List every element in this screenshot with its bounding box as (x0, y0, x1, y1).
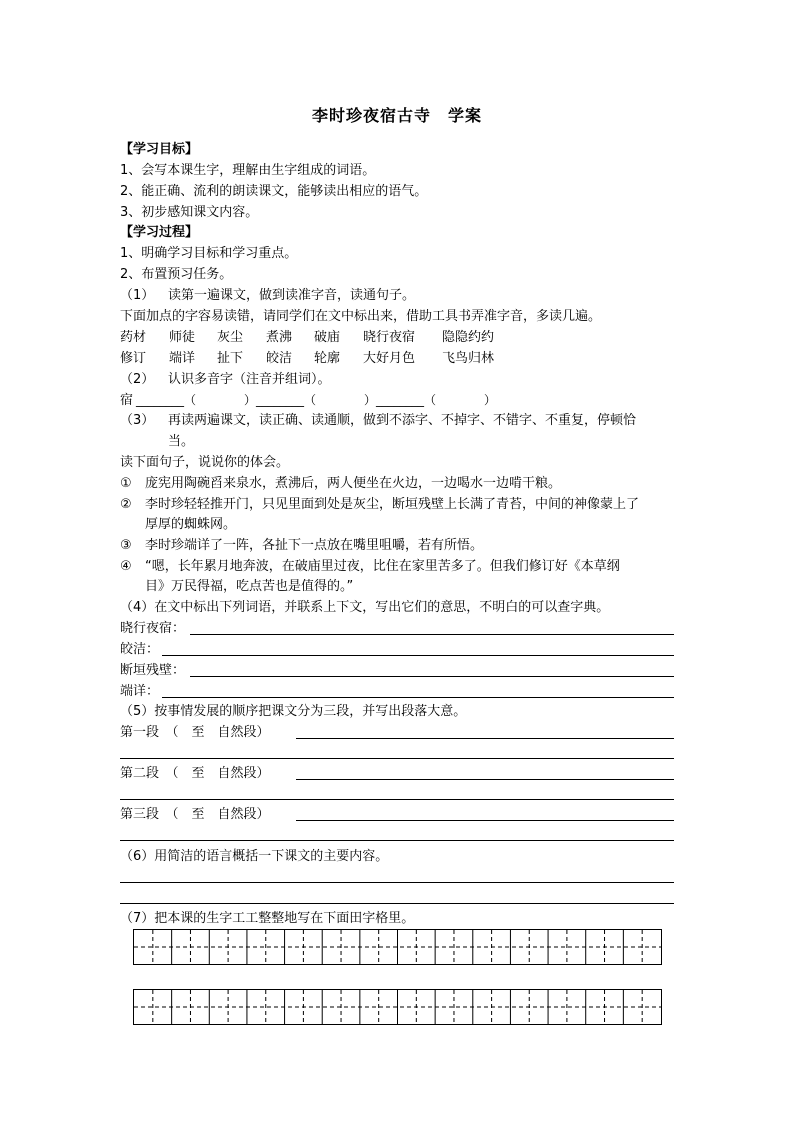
task3-text-cont: 当。 (168, 434, 195, 449)
word: 煮沸 (266, 330, 293, 345)
task2-label: （2） (120, 372, 155, 387)
word: 药材 (120, 330, 147, 345)
task5-text: （5）按事情发展的顺序把课文分为三段，并写出段落大意。 (120, 704, 467, 719)
process-item: 1、明确学习目标和学习重点。 (120, 246, 298, 261)
answer-line[interactable] (120, 840, 674, 841)
sentence-number: ① (120, 476, 132, 491)
polyphone-blanks[interactable]: ________（ ）________（ ）________（ ） (136, 393, 497, 407)
tianzige-grid-1[interactable] (133, 929, 662, 965)
goal-item: 2、能正确、流利的朗读课文，能够读出相应的语气。 (120, 184, 428, 199)
answer-line[interactable] (120, 882, 674, 883)
word: 隐隐约约 (442, 330, 495, 345)
task2-text: 认识多音字（注音并组词）。 (168, 372, 331, 387)
polyphone-char: 宿 (120, 393, 134, 408)
process-item: 2、布置预习任务。 (120, 267, 233, 282)
word: 师徒 (169, 330, 196, 345)
word: 扯下 (217, 351, 244, 366)
task1-text: 读第一遍课文，做到读准字音，读通句子。 (168, 288, 416, 303)
word: 飞鸟归林 (442, 351, 495, 366)
task7-text: （7）把本课的生字工工整整地写在下面田字格里。 (120, 911, 415, 926)
term-label: 断垣残壁： (120, 663, 186, 678)
tianzige-lines (134, 930, 661, 964)
word: 修订 (120, 351, 147, 366)
word: 轮廓 (314, 351, 341, 366)
answer-line[interactable] (190, 634, 674, 635)
task1-intro: 下面加点的字容易读错，请同学们在文中标出来，借助工具书弄准字音，多读几遍。 (120, 309, 602, 324)
sentence-text: 李时珍轻轻推开门，只见里面到处是灰尘，断垣残壁上长满了青苔，中间的神像蒙上了 (145, 497, 640, 512)
sentence-text: 李时珍端详了一阵，各扯下一点放在嘴里咀嚼，若有所悟。 (145, 538, 484, 553)
word: 大好月色 (363, 351, 416, 366)
page-title: 李时珍夜宿古寺 学案 (311, 106, 482, 125)
task4-text: （4）在文中标出下列词语，并联系上下文，写出它们的意思，不明白的可以查字典。 (120, 600, 610, 615)
process-heading: 【学习过程】 (120, 225, 199, 240)
answer-line[interactable] (162, 697, 674, 698)
goals-heading: 【学习目标】 (120, 142, 199, 157)
word: 破庙 (314, 330, 341, 345)
tianzige-lines (134, 990, 661, 1024)
goal-item: 1、会写本课生字，理解由生字组成的词语。 (120, 163, 376, 178)
section-label: 第二段 （ 至 自然段） (120, 766, 270, 781)
sentence-number: ③ (120, 538, 132, 553)
answer-line[interactable] (120, 903, 674, 904)
sentence-number: ② (120, 497, 132, 512)
answer-line[interactable] (190, 676, 674, 677)
sentence-text: “嗯，长年累月地奔波，在破庙里过夜，比住在家里苦多了。但我们修订好《本草纲 (145, 559, 620, 574)
answer-line[interactable] (162, 655, 674, 656)
section-label: 第一段 （ 至 自然段） (120, 725, 270, 740)
sentence-number: ④ (120, 559, 132, 574)
answer-line[interactable] (296, 738, 674, 739)
answer-line[interactable] (120, 758, 674, 759)
sentence-text: 目》万民得福，吃点苦也是值得的。” (145, 579, 354, 594)
task6-text: （6）用简洁的语言概括一下课文的主要内容。 (120, 849, 389, 864)
goal-item: 3、初步感知课文内容。 (120, 205, 259, 220)
sentence-text: 庞宪用陶碗舀来泉水，煮沸后，两人便坐在火边，一边喝水一边啃干粮。 (145, 476, 562, 491)
sentence-text: 厚厚的蜘蛛网。 (145, 517, 237, 532)
answer-line[interactable] (120, 799, 674, 800)
word: 灰尘 (217, 330, 244, 345)
term-label: 端详： (120, 684, 160, 699)
word: 晓行夜宿 (363, 330, 416, 345)
task3-prompt: 读下面句子，说说你的体会。 (120, 455, 290, 470)
task3-text: 再读两遍课文，读正确、读通顺，做到不添字、不掉字、不错字、不重复，停顿恰 (168, 413, 637, 428)
term-label: 晓行夜宿： (120, 621, 186, 636)
word: 皎洁 (266, 351, 293, 366)
word: 端详 (169, 351, 196, 366)
term-label: 皎洁： (120, 642, 160, 657)
answer-line[interactable] (296, 820, 674, 821)
answer-line[interactable] (296, 779, 674, 780)
task3-label: （3） (120, 413, 155, 428)
section-label: 第三段 （ 至 自然段） (120, 807, 270, 822)
task1-label: （1） (120, 288, 155, 303)
tianzige-grid-2[interactable] (133, 989, 662, 1025)
